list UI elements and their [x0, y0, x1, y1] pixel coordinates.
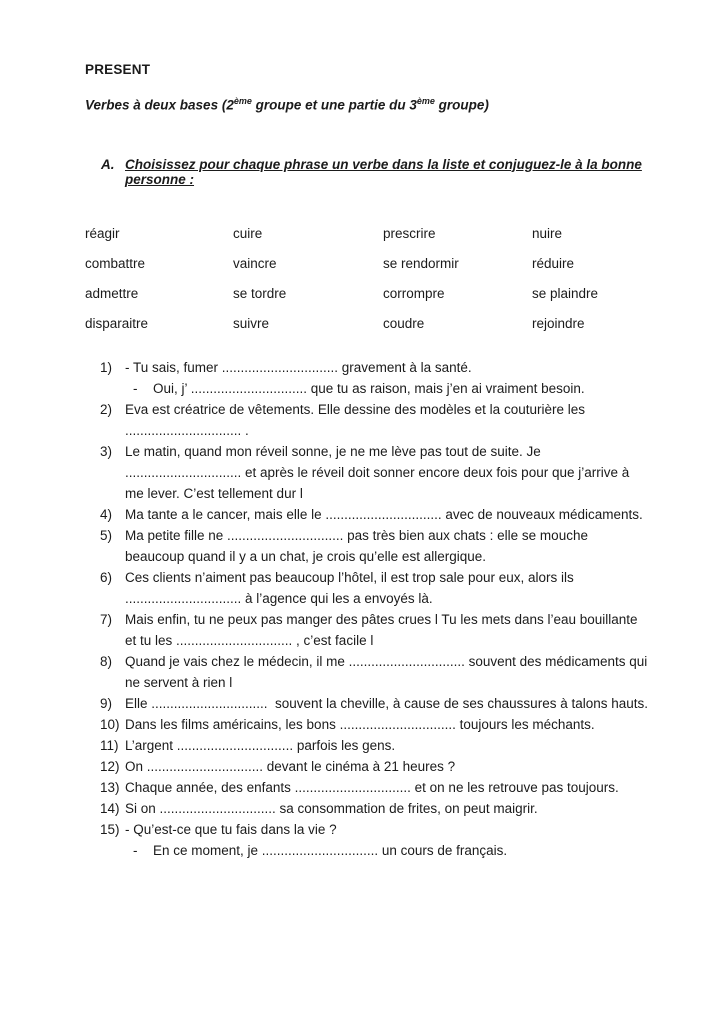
subtitle-text-1: Verbes à deux bases (2	[85, 97, 234, 113]
exercise-text: ............................... à l’agence qui les a envoyés là.	[125, 590, 433, 606]
verb-item: se tordre	[233, 285, 287, 301]
exercise-text: - Tu sais, fumer ............................... gravement à la santé.	[125, 359, 472, 375]
exercise-line	[100, 483, 685, 504]
verb-item: se plaindre	[532, 285, 599, 301]
verb-item: combattre	[85, 255, 146, 271]
item-number: 14)	[100, 800, 120, 816]
item-number	[100, 672, 125, 693]
item-number: 5)	[100, 527, 113, 543]
subtitle-text-2: groupe et une partie du 3	[251, 97, 417, 113]
verb-item: admettre	[85, 285, 139, 301]
exercise-text: Ma petite fille ne ............................... pas très bien aux chats : elle se mouche	[125, 527, 588, 543]
exercise-text: Chaque année, des enfants ............................... et on ne les retrouve pas toujours.	[125, 779, 619, 795]
item-number: 15)	[100, 821, 120, 837]
exercise-line	[100, 777, 685, 798]
item-number	[100, 462, 125, 483]
exercise-text: Dans les films américains, les bons ............................... toujours les méchants.	[125, 716, 595, 732]
subtitle-superscript-1: ème	[233, 96, 252, 106]
verb-table	[85, 226, 674, 346]
exercise-line	[100, 651, 685, 672]
item-number: 8)	[100, 653, 113, 669]
exercise-line	[100, 819, 685, 840]
section-a-heading	[101, 157, 674, 187]
item-number: 10)	[100, 716, 120, 732]
verb-item: prescrire	[383, 225, 436, 241]
document-subtitle	[85, 96, 674, 113]
exercise-text: Si on ............................... sa consommation de frites, on peut maigrir.	[125, 800, 538, 816]
item-number	[100, 483, 125, 504]
exercise-line	[100, 378, 685, 399]
item-number: 9)	[100, 695, 113, 711]
dash-marker: -	[133, 380, 138, 396]
exercise-text: ............................... et après le réveil doit sonner encore deux fois pour que j’arrive à	[125, 464, 630, 480]
item-number: 7)	[100, 611, 113, 627]
item-number: 11)	[100, 737, 119, 753]
exercise-line	[100, 357, 685, 378]
item-number: 12)	[100, 758, 120, 774]
item-number: 1)	[100, 359, 113, 375]
exercise-line	[100, 546, 685, 567]
exercise-line	[100, 756, 685, 777]
exercise-text: ............................... .	[125, 422, 249, 438]
item-number: 13)	[100, 779, 120, 795]
verb-item: se rendormir	[383, 255, 459, 271]
exercise-text: L’argent ............................... parfois les gens.	[125, 737, 396, 753]
verb-item: réduire	[532, 255, 575, 271]
item-number: 4)	[100, 506, 113, 522]
section-a-instruction: Choisissez pour chaque phrase un verbe dans la liste et conjuguez-le à la bonne personne :	[125, 156, 642, 187]
verb-item: corrompre	[383, 285, 445, 301]
exercise-text: ne servent à rien l	[125, 674, 233, 690]
verb-item: réagir	[85, 225, 120, 241]
exercise-text: Mais enfin, tu ne peux pas manger des pâtes crues l Tu les mets dans l’eau bouillante	[125, 611, 638, 627]
exercise-text: Ces clients n’aiment pas beaucoup l’hôtel, il est trop sale pour eux, alors ils	[125, 569, 574, 585]
exercise-text: Quand je vais chez le médecin, il me ............................... souvent des médicaments qui	[125, 653, 648, 669]
subtitle-superscript-2: ème	[416, 96, 435, 106]
exercise-line	[100, 399, 685, 420]
verb-item: coudre	[383, 315, 425, 331]
document-title: PRESENT	[85, 62, 151, 77]
item-number	[100, 630, 125, 651]
exercise-line	[100, 630, 685, 651]
exercise-text: beaucoup quand il y a un chat, je crois qu’elle est allergique.	[125, 548, 486, 564]
exercise-line	[100, 567, 685, 588]
exercise-line	[100, 420, 685, 441]
exercise-line	[100, 609, 685, 630]
subtitle-text-3: groupe)	[434, 97, 489, 113]
exercise-line	[100, 588, 685, 609]
verb-item: nuire	[532, 225, 563, 241]
item-number	[100, 546, 125, 567]
exercise-text: - Qu’est-ce que tu fais dans la vie ?	[125, 821, 337, 837]
exercise-text: Eva est créatrice de vêtements. Elle dessine des modèles et la couturière les	[125, 401, 585, 417]
dash-marker: -	[133, 842, 138, 858]
exercise-line	[100, 693, 685, 714]
exercise-line	[100, 525, 685, 546]
exercise-line	[100, 441, 685, 462]
item-number: 6)	[100, 569, 113, 585]
verb-item: vaincre	[233, 255, 277, 271]
item-number	[100, 588, 125, 609]
exercise-text: me lever. C’est tellement dur l	[125, 485, 303, 501]
exercise-list	[100, 357, 685, 861]
exercise-text: Le matin, quand mon réveil sonne, je ne me lève pas tout de suite. Je	[125, 443, 541, 459]
exercise-line	[100, 840, 685, 861]
exercise-line	[100, 504, 685, 525]
verb-item: cuire	[233, 225, 263, 241]
exercise-line	[100, 462, 685, 483]
exercise-line	[100, 714, 685, 735]
verb-item: suivre	[233, 315, 270, 331]
exercise-line	[100, 672, 685, 693]
item-number: 2)	[100, 401, 113, 417]
exercise-text: et tu les ............................... , c’est facile l	[125, 632, 374, 648]
exercise-text: Oui, j’ ............................... que tu as raison, mais j’en ai vraiment besoin.	[153, 380, 585, 396]
verb-item: disparaitre	[85, 315, 149, 331]
exercise-text: On ............................... devant le cinéma à 21 heures ?	[125, 758, 456, 774]
verb-item: rejoindre	[532, 315, 585, 331]
section-a-label: A.	[101, 156, 115, 172]
exercise-line	[100, 735, 685, 756]
exercise-text: Ma tante a le cancer, mais elle le ............................... avec de nouveaux médicaments.	[125, 506, 643, 522]
exercise-text: En ce moment, je ............................... un cours de français.	[153, 842, 508, 858]
item-number	[100, 420, 125, 441]
exercise-line	[100, 798, 685, 819]
item-number: 3)	[100, 443, 113, 459]
exercise-text: Elle ............................... souvent la cheville, à cause de ses chaussures à talons hauts.	[125, 695, 649, 711]
